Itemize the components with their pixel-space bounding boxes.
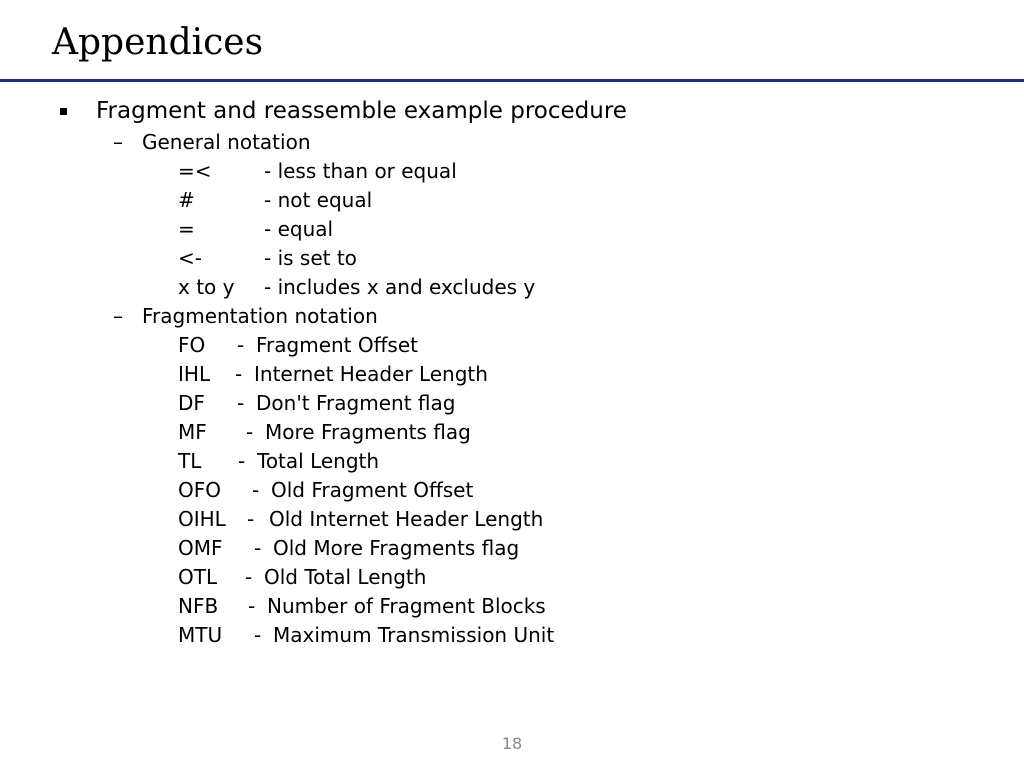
abbreviation: FO (178, 333, 206, 357)
notation-description: - includes x and excludes y (264, 275, 536, 299)
square-bullet-icon (60, 108, 67, 115)
separator: - (246, 420, 254, 444)
notation-description: - not equal (264, 188, 373, 212)
abbreviation: MTU (178, 623, 223, 647)
abbreviation-meaning: Don't Fragment flag (256, 391, 456, 415)
abbreviation-meaning: Internet Header Length (254, 362, 488, 386)
abbreviation: IHL (178, 362, 211, 386)
abbreviation: OFO (178, 478, 221, 502)
fragmentation-notation-heading (113, 302, 378, 330)
abbreviation: OTL (178, 565, 218, 589)
title-divider (0, 79, 1024, 82)
notation-symbol: = (178, 217, 195, 241)
abbreviation-row (178, 563, 426, 591)
abbreviation-meaning: Old Fragment Offset (271, 478, 474, 502)
notation-description: - less than or equal (264, 159, 457, 183)
abbreviation: OMF (178, 536, 223, 560)
separator: - (247, 507, 255, 531)
notation-description: - equal (264, 217, 334, 241)
abbreviation-row (178, 447, 379, 475)
abbreviation: OIHL (178, 507, 226, 531)
notation-row (178, 244, 357, 272)
abbreviation: DF (178, 391, 205, 415)
abbreviation-row (178, 621, 554, 649)
slide-title: Appendices (52, 22, 264, 63)
abbreviation-meaning: Fragment Offset (256, 333, 418, 357)
dash-bullet: – (113, 304, 123, 328)
abbreviation-meaning: Total Length (257, 449, 380, 473)
notation-row (178, 273, 535, 301)
main-bullet (60, 96, 627, 126)
abbreviation-meaning: Old Internet Header Length (269, 507, 544, 531)
notation-description: - is set to (264, 246, 357, 270)
abbreviation-row (178, 418, 471, 446)
general-notation-label: General notation (142, 130, 311, 154)
fragmentation-notation-label: Fragmentation notation (142, 304, 378, 328)
separator: - (254, 623, 262, 647)
notation-symbol: # (178, 188, 195, 212)
notation-symbol: =< (178, 159, 212, 183)
separator: - (237, 333, 245, 357)
separator: - (235, 362, 243, 386)
separator: - (245, 565, 253, 589)
dash-bullet: – (113, 130, 123, 154)
separator: - (237, 391, 245, 415)
abbreviation-row (178, 534, 519, 562)
notation-row (178, 157, 457, 185)
notation-row (178, 186, 372, 214)
abbreviation: MF (178, 420, 207, 444)
separator: - (252, 478, 260, 502)
notation-symbol: x to y (178, 275, 235, 299)
abbreviation-row (178, 331, 418, 359)
abbreviation: TL (178, 449, 202, 473)
abbreviation-row (178, 592, 546, 620)
separator: - (238, 449, 246, 473)
abbreviation-row (178, 389, 455, 417)
abbreviation-meaning: Maximum Transmission Unit (273, 623, 555, 647)
page-number: 18 (501, 734, 523, 753)
notation-symbol: <- (178, 246, 202, 270)
main-bullet-text: Fragment and reassemble example procedure (96, 98, 627, 124)
abbreviation-row (178, 360, 488, 388)
separator: - (248, 594, 256, 618)
abbreviation-meaning: More Fragments flag (265, 420, 471, 444)
general-notation-heading (113, 128, 311, 156)
abbreviation-meaning: Number of Fragment Blocks (267, 594, 546, 618)
abbreviation-meaning: Old Total Length (264, 565, 427, 589)
abbreviation-meaning: Old More Fragments flag (273, 536, 520, 560)
abbreviation-row (178, 505, 543, 533)
notation-row (178, 215, 333, 243)
abbreviation: NFB (178, 594, 219, 618)
separator: - (254, 536, 262, 560)
abbreviation-row (178, 476, 473, 504)
